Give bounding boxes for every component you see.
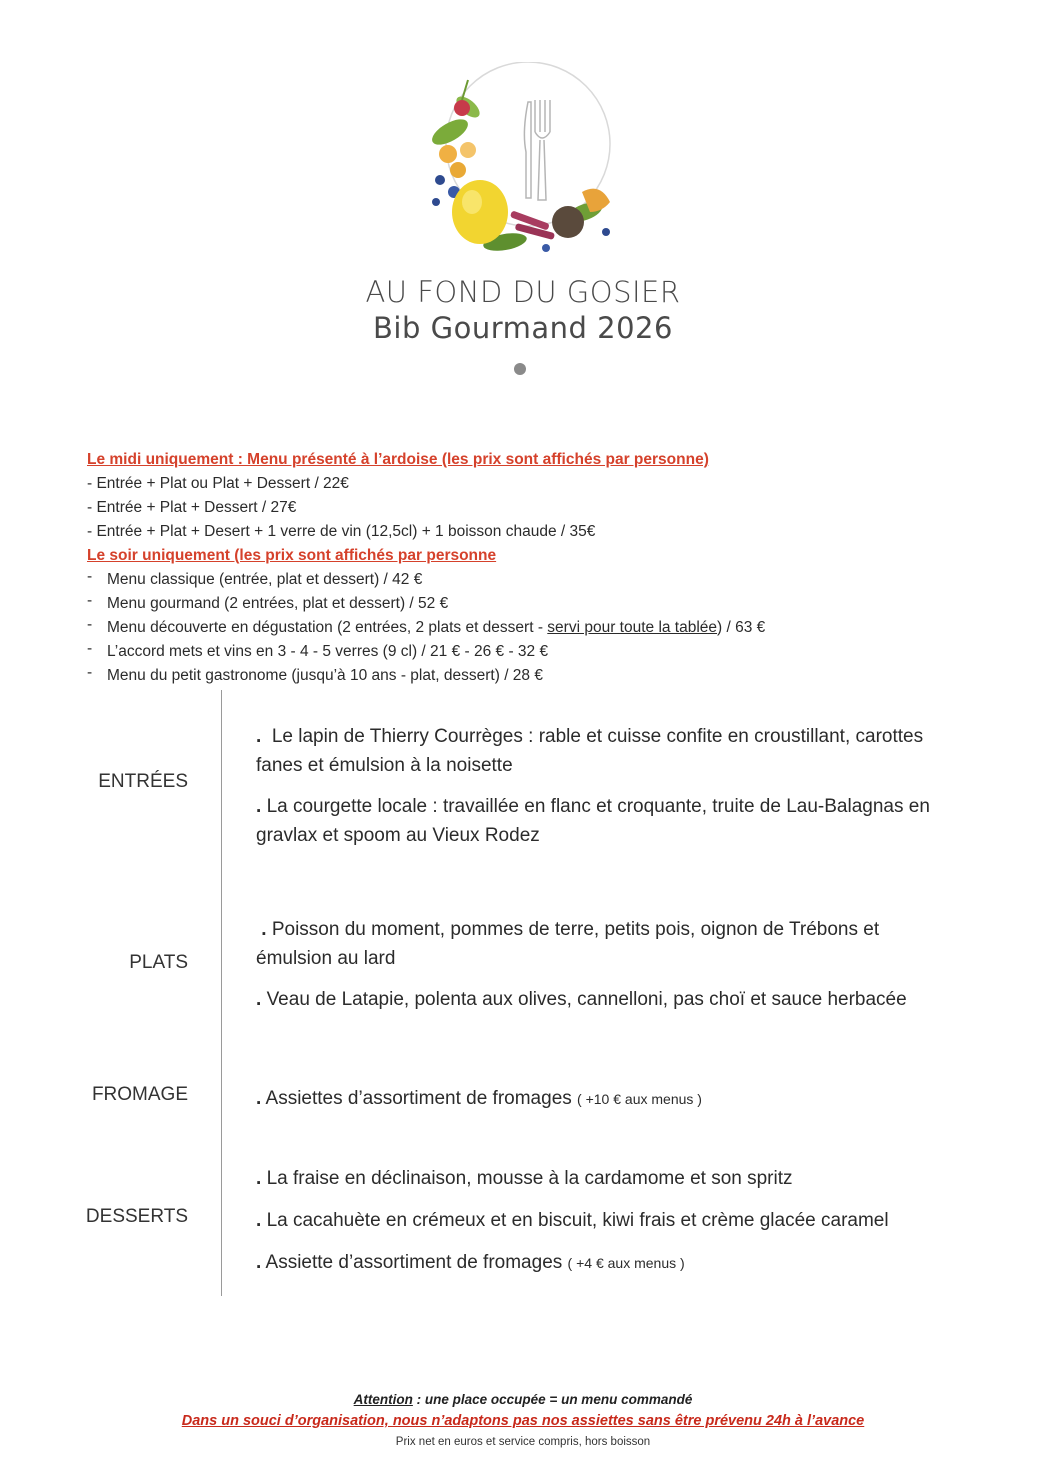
menu-item [256,792,956,850]
menu-item [256,722,956,780]
category-fromage: FROMAGE [91,1084,188,1105]
lunch-heading: Le midi uniquement : Menu présenté à l’ardoise (les prix sont affichés par personne) [87,451,709,468]
dinner-line [87,568,987,592]
menu-item-text: Veau de Latapie, polenta aux olives, cannelloni, pas choï et sauce herbacée [266,989,907,1010]
menu-item-text: Poisson du moment, pommes de terre, petits pois, oignon de Trébons et émulsion au lard [256,919,880,969]
decorative-dot [514,363,526,375]
dinner-line-text: L’accord mets et vins en 3 - 4 - 5 verres (9 cl) / 21 € - 26 € - 32 € [107,643,549,660]
dinner-line [87,664,987,688]
price-note: Prix net en euros et service compris, hors boisson [395,1436,651,1448]
formulas-section [87,448,987,688]
attention-line [0,1390,1046,1410]
dinner-heading: Le soir uniquement (les prix sont affichés par personne [87,547,497,564]
lunch-line: - Entrée + Plat + Desert + 1 verre de vin (12,5cl) + 1 boisson chaude / 35€ [87,523,596,540]
menu-item [256,1248,956,1278]
supplement-note: ( +10 € aux menus ) [577,1091,702,1107]
lunch-line: - Entrée + Plat + Dessert / 27€ [87,499,297,516]
bullet: . [256,726,262,747]
category-desserts: DESSERTS [85,1206,188,1227]
menu-item [256,1206,956,1235]
dash-marker: - [87,568,93,585]
dash-marker: - [87,640,93,657]
attention-text: : une place occupée = un menu commandé [412,1392,693,1407]
menu-item [256,985,956,1014]
award-subtitle: Bib Gourmand 2026 [373,311,673,345]
bullet: . [261,919,267,940]
decouverte-price: ) / 63 € [717,619,766,636]
supplement-note: ( +4 € aux menus ) [567,1255,685,1271]
dash-marker: - [87,616,93,633]
menu-divider [221,690,222,1296]
bullet: . [256,1210,262,1231]
dinner-line-text: Menu du petit gastronome (jusqu’à 10 ans - plat, dessert) / 28 € [107,667,543,684]
lunch-line: - Entrée + Plat ou Plat + Dessert / 22€ [87,475,349,492]
dinner-line [87,592,987,616]
restaurant-logo-illustration [410,62,640,262]
bullet: . [256,989,262,1010]
dinner-line-text: Menu classique (entrée, plat et dessert) / 42 € [107,571,423,588]
menu-item-text: Assiettes d’assortiment de fromages [265,1088,572,1109]
bullet: . [256,1252,262,1273]
fork-icon [535,100,550,200]
menu-item-text: Assiette d’assortiment de fromages [265,1252,563,1273]
bullet: . [256,796,262,817]
menu-item-text: La courgette locale : travaillée en flanc et croquante, truite de Lau-Balagnas en gravlax et spoom au Vieux Rodez [256,796,930,846]
dinner-line [87,640,987,664]
menu-item-text: La fraise en déclinaison, mousse à la cardamome et son spritz [266,1168,793,1189]
category-plats: PLATS [129,952,188,973]
dinner-line-text: Menu gourmand (2 entrées, plat et dessert) / 52 € [107,595,449,612]
decouverte-underlined: servi pour toute la tablée [547,619,718,636]
menu-item [256,1084,956,1114]
knife-icon [524,102,531,198]
category-entrees: ENTRÉES [98,771,188,792]
organisation-warning: Dans un souci d’organisation, nous n’adaptons pas nos assiettes sans être prévenu 24h à l’avance [181,1413,865,1429]
bullet: . [256,1168,262,1189]
menu-item-text: Le lapin de Thierry Courrèges : rable et cuisse confite en croustillant, carottes fanes et émulsion à la noisette [256,726,924,776]
attention-label: Attention [353,1392,413,1407]
dinner-line-decouverte [87,616,987,640]
dash-marker: - [87,592,93,609]
footer [0,1390,1046,1452]
decouverte-text: Menu découverte en dégustation (2 entrées, 2 plats et dessert - [107,619,548,636]
menu-item [256,1164,956,1193]
menu-item-text: La cacahuète en crémeux et en biscuit, kiwi frais et crème glacée caramel [266,1210,889,1231]
menu-item [256,915,956,973]
restaurant-name: AU FOND DU GOSIER [365,275,681,309]
bullet: . [256,1088,262,1109]
dash-marker: - [87,664,93,681]
